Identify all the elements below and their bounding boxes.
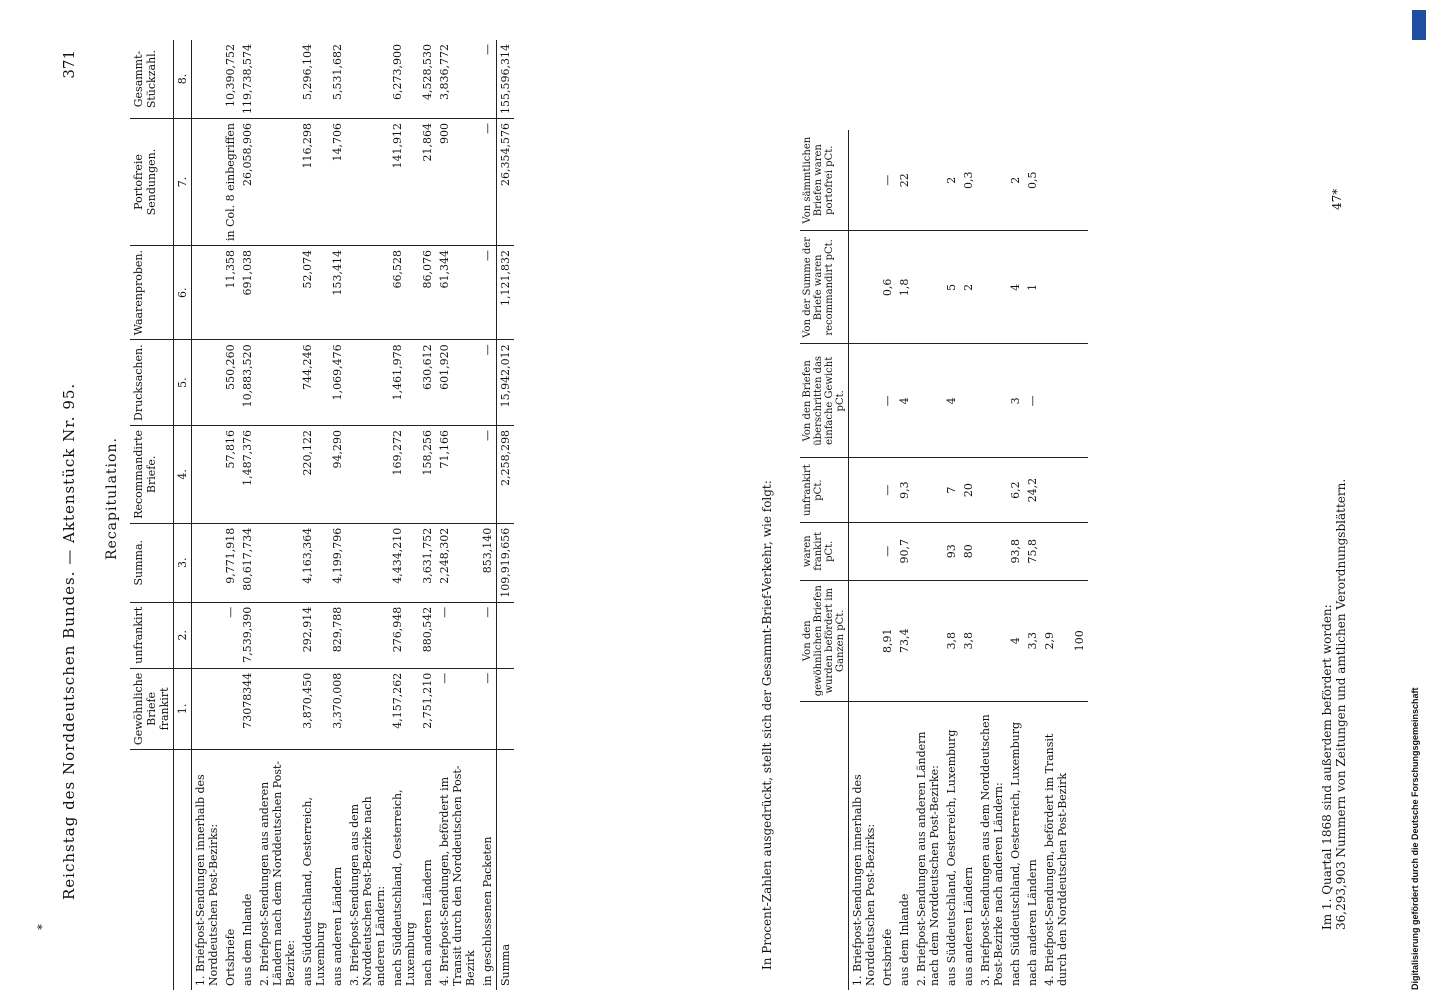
table-cell: 94,290 (329, 425, 346, 523)
percent-table (800, 130, 1088, 990)
table-cell (913, 458, 943, 523)
table-row (1007, 130, 1024, 990)
row-label: 4. Briefpost-Sendungen, befördert im Transit durch den Norddeutschen Post-Bezirk (438, 765, 477, 986)
table-row (879, 130, 896, 990)
table-cell: 1,8 (896, 231, 913, 344)
sum-cell: 2,258,298 (497, 425, 515, 523)
sidebar (1410, 10, 1428, 990)
table-cell: 4,528,530 (419, 40, 436, 118)
table-cell (977, 231, 1007, 344)
table-header-row (800, 130, 849, 990)
sum-row (497, 40, 515, 990)
table-row (346, 40, 389, 990)
label-header (130, 750, 174, 990)
table-cell (256, 425, 299, 523)
table-cell: 744,246 (299, 340, 329, 426)
table-cell (913, 344, 943, 458)
col-header: Gewöhnliche Briefe frankirt (130, 668, 174, 749)
table-cell (977, 523, 1007, 581)
table-cell: 52,074 (299, 246, 329, 340)
sum-cell (497, 668, 515, 749)
table-cell: 4 (896, 344, 913, 458)
row-label (1071, 702, 1088, 991)
table-cell: 3,836,772 (436, 40, 479, 118)
table-cell: 158,256 (419, 425, 436, 523)
table-cell (849, 523, 880, 581)
row-label: aus anderen Ländern (331, 866, 344, 986)
table-cell: 73078344 (239, 668, 256, 749)
table-cell (1071, 344, 1088, 458)
table-cell: — (479, 425, 497, 523)
footer-note (1320, 188, 1348, 930)
table-cell (346, 602, 389, 668)
table-cell: 71,166 (436, 425, 479, 523)
table-cell (1071, 458, 1088, 523)
table-cell: 8,91 (879, 580, 896, 701)
recapitulation-table (130, 40, 514, 990)
col-header: Von den Briefen überschritten das einfache Gewicht pCt. (800, 344, 849, 458)
section-subtitle: Recapitulation. (104, 437, 120, 560)
table-cell: 3,3 (1024, 580, 1041, 701)
col-header: Gesammt-Stückzahl. (130, 40, 174, 118)
table-cell: 4 (1007, 231, 1024, 344)
table-row (436, 40, 479, 990)
table-cell: 90,7 (896, 523, 913, 581)
col-number: 5. (174, 340, 192, 426)
sum-cell (497, 602, 515, 668)
table-cell: 26,058,906 (239, 118, 256, 245)
table-cell: 292,914 (299, 602, 329, 668)
table-cell: 116,298 (299, 118, 329, 245)
table-row (960, 130, 977, 990)
table-cell (192, 40, 223, 118)
sum-cell: 26,354,576 (497, 118, 515, 245)
table-cell: 11,358 (222, 246, 239, 340)
table-body (192, 40, 497, 990)
row-label: 3. Briefpost-Sendungen aus dem Norddeutschen Post-Bezirke nach anderen Ländern: (348, 796, 387, 986)
table-cell: 9,771,918 (222, 523, 239, 602)
table-row (299, 40, 329, 990)
col-number: 8. (174, 40, 192, 118)
table-cell: 10,883,520 (239, 340, 256, 426)
table-cell (192, 602, 223, 668)
table-cell: 5,296,104 (299, 40, 329, 118)
row-label: aus dem Inlande (241, 893, 254, 986)
col-header: Drucksachen. (130, 340, 174, 426)
table-row (1024, 130, 1041, 990)
table-row (479, 40, 497, 990)
table-cell: — (436, 668, 479, 749)
page-header (60, 20, 90, 990)
page-number: 371 (60, 50, 78, 79)
sum-cell: 155,596,314 (497, 40, 515, 118)
table-cell (192, 118, 223, 245)
table-cell: 4,163,364 (299, 523, 329, 602)
table-cell: 3,8 (943, 580, 960, 701)
row-label: aus Süddeutschland, Oesterreich, Luxemburg (945, 729, 958, 986)
table-cell: — (879, 458, 896, 523)
col-number: 7. (174, 118, 192, 245)
col-header: Von den gewöhnlichen Briefen wurden befördert im Ganzen pCt. (800, 580, 849, 701)
rotated-content (20, 20, 1400, 990)
row-label: aus Süddeutschland, Oesterreich, Luxemburg (301, 797, 327, 986)
table-cell: 9,3 (896, 458, 913, 523)
row-label: 2. Briefpost-Sendungen aus anderen Ländern nach dem Norddeutschen Post-Bezirke: (258, 760, 297, 986)
table-cell: 829,788 (329, 602, 346, 668)
table-cell: 80 (960, 523, 977, 581)
table-row (1071, 130, 1088, 990)
table-cell (1071, 523, 1088, 581)
table-cell: 4 (1007, 580, 1024, 701)
col-header: Recommandirte Briefe. (130, 425, 174, 523)
table-row (239, 40, 256, 990)
table-cell: — (879, 344, 896, 458)
signature-mark: 47* (1330, 188, 1344, 210)
row-label: nach Süddeutschland, Oesterreich, Luxemburg (391, 789, 417, 986)
table-cell: 80,617,734 (239, 523, 256, 602)
table-cell: 1,487,376 (239, 425, 256, 523)
table-cell: 2,248,302 (436, 523, 479, 602)
table-cell (192, 340, 223, 426)
col-number: 4. (174, 425, 192, 523)
table-cell (256, 668, 299, 749)
table-cell: 1,069,476 (329, 340, 346, 426)
table-cell: — (436, 602, 479, 668)
table-cell (256, 523, 299, 602)
table-cell: 4,434,210 (389, 523, 419, 602)
table-row (192, 40, 223, 990)
table-cell (1071, 130, 1088, 231)
table-cell: 153,414 (329, 246, 346, 340)
row-label: aus dem Inlande (898, 893, 911, 986)
table-cell (256, 118, 299, 245)
table-cell (913, 580, 943, 701)
table-cell: 2,9 (1041, 580, 1071, 701)
table-cell (346, 246, 389, 340)
table-cell (1041, 344, 1071, 458)
table-cell: 66,528 (389, 246, 419, 340)
table-cell (1041, 523, 1071, 581)
table-cell: 1 (1024, 231, 1041, 344)
table-row (1041, 130, 1071, 990)
table-cell: 93,8 (1007, 523, 1024, 581)
table-cell: 7,539,390 (239, 602, 256, 668)
page-title: Reichstag des Norddeutschen Bundes. — Aktenstück Nr. 95. (60, 382, 78, 900)
table-cell (192, 425, 223, 523)
table-cell: 2 (960, 231, 977, 344)
table-cell: — (479, 602, 497, 668)
table-cell: — (479, 40, 497, 118)
table-cell (256, 40, 299, 118)
table-cell: 4,157,262 (389, 668, 419, 749)
row-label: 4. Briefpost-Sendungen, befördert im Transit durch den Norddeutschen Post-Bezirk (1043, 733, 1069, 986)
table-cell: 141,912 (389, 118, 419, 245)
row-label: nach anderen Ländern (1026, 859, 1039, 986)
table-cell: 75,8 (1024, 523, 1041, 581)
table-cell: 7 (943, 458, 960, 523)
table-cell: — (479, 246, 497, 340)
table-cell (346, 523, 389, 602)
row-label: Ortsbriefe (881, 928, 894, 986)
table-cell: 276,948 (389, 602, 419, 668)
col-header: waren frankirt pCt. (800, 523, 849, 581)
table-row (419, 40, 436, 990)
table-cell (222, 668, 239, 749)
table-cell: 61,344 (436, 246, 479, 340)
table-cell: 880,542 (419, 602, 436, 668)
table-cell (1041, 231, 1071, 344)
sum-cell: 109,919,656 (497, 523, 515, 602)
table-row (977, 130, 1007, 990)
table-cell (977, 344, 1007, 458)
table-cell (977, 458, 1007, 523)
table-cell: 5 (943, 231, 960, 344)
table-cell (346, 340, 389, 426)
col-header: unfrankirt pCt. (800, 458, 849, 523)
table-cell: 22 (896, 130, 913, 231)
table-cell: 93 (943, 523, 960, 581)
table-cell: 3,370,008 (329, 668, 346, 749)
table-cell (849, 231, 880, 344)
table-cell (1041, 130, 1071, 231)
sidebar-text: Digitalisierung gefördert durch die Deutsche Forschungsgemeinschaft (1410, 687, 1420, 990)
sum-label: Summa (497, 750, 515, 990)
col-header: Von der Summe der Briefe waren recommandirt pCt. (800, 231, 849, 344)
table-cell: 220,122 (299, 425, 329, 523)
table-cell (346, 425, 389, 523)
row-label: in geschlossenen Packeten (481, 836, 494, 986)
table-cell (192, 668, 223, 749)
col-header: unfrankirt (130, 602, 174, 668)
table-cell (977, 130, 1007, 231)
table-row (896, 130, 913, 990)
table-cell (849, 130, 880, 231)
table-row (913, 130, 943, 990)
table-cell: 73,4 (896, 580, 913, 701)
table-cell: 601,920 (436, 340, 479, 426)
table-cell (977, 580, 1007, 701)
table-cell (256, 340, 299, 426)
row-label: Ortsbriefe (224, 928, 237, 986)
table-row (256, 40, 299, 990)
row-label: nach anderen Ländern (421, 859, 434, 986)
table-cell: 14,706 (329, 118, 346, 245)
row-label: 3. Briefpost-Sendungen aus dem Norddeutschen Post-Bezirke nach anderen Ländern: (979, 714, 1005, 986)
table-cell: — (1024, 344, 1041, 458)
table-row (389, 40, 419, 990)
table-cell: — (879, 130, 896, 231)
table-cell (346, 40, 389, 118)
sum-cell: 1,121,832 (497, 246, 515, 340)
table-cell: 3,870,450 (299, 668, 329, 749)
table-cell: 169,272 (389, 425, 419, 523)
row-label: nach Süddeutschland, Oesterreich, Luxemburg (1009, 721, 1022, 986)
table-cell: 0,5 (1024, 130, 1041, 231)
table-cell (849, 580, 880, 701)
table-cell: 2,751,210 (419, 668, 436, 749)
asterisk-mark: * (35, 924, 49, 930)
table-cell: — (222, 602, 239, 668)
table-cell (849, 458, 880, 523)
footer-line: 36,293,903 Nummern von Zeitungen und amtlichen Verordnungsblättern. (1334, 478, 1348, 930)
dfg-logo-icon (1412, 10, 1426, 40)
table-row (222, 40, 239, 990)
table-cell: 1,461,978 (389, 340, 419, 426)
table-cell: 630,612 (419, 340, 436, 426)
table-body (849, 130, 1089, 990)
table-cell (192, 523, 223, 602)
table-cell: 550,260 (222, 340, 239, 426)
table-cell (849, 344, 880, 458)
table-cell: 10,390,752 (222, 40, 239, 118)
col-header: Von sämmtlichen Briefen waren portofrei pCt. (800, 130, 849, 231)
table-cell: 2 (943, 130, 960, 231)
row-label: 1. Briefpost-Sendungen innerhalb des Norddeutschen Post-Bezirks: (194, 774, 220, 986)
table-cell: — (879, 523, 896, 581)
table-cell: — (479, 118, 497, 245)
col-number: 6. (174, 246, 192, 340)
table-cell: 24,2 (1024, 458, 1041, 523)
table-cell (192, 246, 223, 340)
table-cell (1071, 231, 1088, 344)
table-cell: — (479, 340, 497, 426)
table-row (329, 40, 346, 990)
col-number: 1. (174, 668, 192, 749)
table-cell (256, 246, 299, 340)
table-cell: 691,038 (239, 246, 256, 340)
row-label: aus anderen Ländern (962, 866, 975, 986)
col-header: Portofreie Sendungen. (130, 118, 174, 245)
row-label: 1. Briefpost-Sendungen innerhalb des Norddeutschen Post-Bezirks: (851, 774, 877, 986)
table-cell: 853,140 (479, 523, 497, 602)
row-label: 2. Briefpost-Sendungen aus anderen Ländern nach dem Norddeutschen Post-Bezirke: (915, 731, 941, 986)
table-cell (1041, 458, 1071, 523)
table-colnum-row (174, 40, 192, 990)
table-cell: 4,199,796 (329, 523, 346, 602)
percent-intro: In Procent-Zahlen ausgedrückt, stellt sich der Gesammt-Brief-Verkehr, wie folgt: (760, 480, 774, 970)
table-cell: 4 (943, 344, 960, 458)
table-cell: 3,8 (960, 580, 977, 701)
table-cell: 6,273,900 (389, 40, 419, 118)
table-cell: 100 (1071, 580, 1088, 701)
table-cell: 0,6 (879, 231, 896, 344)
table-cell: 3,631,752 (419, 523, 436, 602)
table-cell: 57,816 (222, 425, 239, 523)
table-cell: 2 (1007, 130, 1024, 231)
table-cell (346, 118, 389, 245)
table-row (849, 130, 880, 990)
sum-cell: 15,942,012 (497, 340, 515, 426)
table-cell (913, 130, 943, 231)
col-number: 3. (174, 523, 192, 602)
table-cell (960, 344, 977, 458)
footer-line: Im 1. Quartal 1868 sind außerdem befördert worden: (1320, 604, 1334, 930)
table-cell: 0,3 (960, 130, 977, 231)
col-number: 2. (174, 602, 192, 668)
col-header: Waarenproben. (130, 246, 174, 340)
table-cell: 86,076 (419, 246, 436, 340)
table-cell (913, 523, 943, 581)
table-cell: 6,2 (1007, 458, 1024, 523)
table-cell (913, 231, 943, 344)
col-header: Summa. (130, 523, 174, 602)
table-cell: — (479, 668, 497, 749)
table-row (943, 130, 960, 990)
table-cell (346, 668, 389, 749)
table-cell: 900 (436, 118, 479, 245)
table-header-row (130, 40, 174, 990)
table-cell: 5,531,682 (329, 40, 346, 118)
table-cell: in Col. 8 einbegriffen (222, 118, 239, 245)
table-cell (256, 602, 299, 668)
table-cell: 21,864 (419, 118, 436, 245)
table-cell: 20 (960, 458, 977, 523)
table-cell: 3 (1007, 344, 1024, 458)
table-cell: 119,738,574 (239, 40, 256, 118)
